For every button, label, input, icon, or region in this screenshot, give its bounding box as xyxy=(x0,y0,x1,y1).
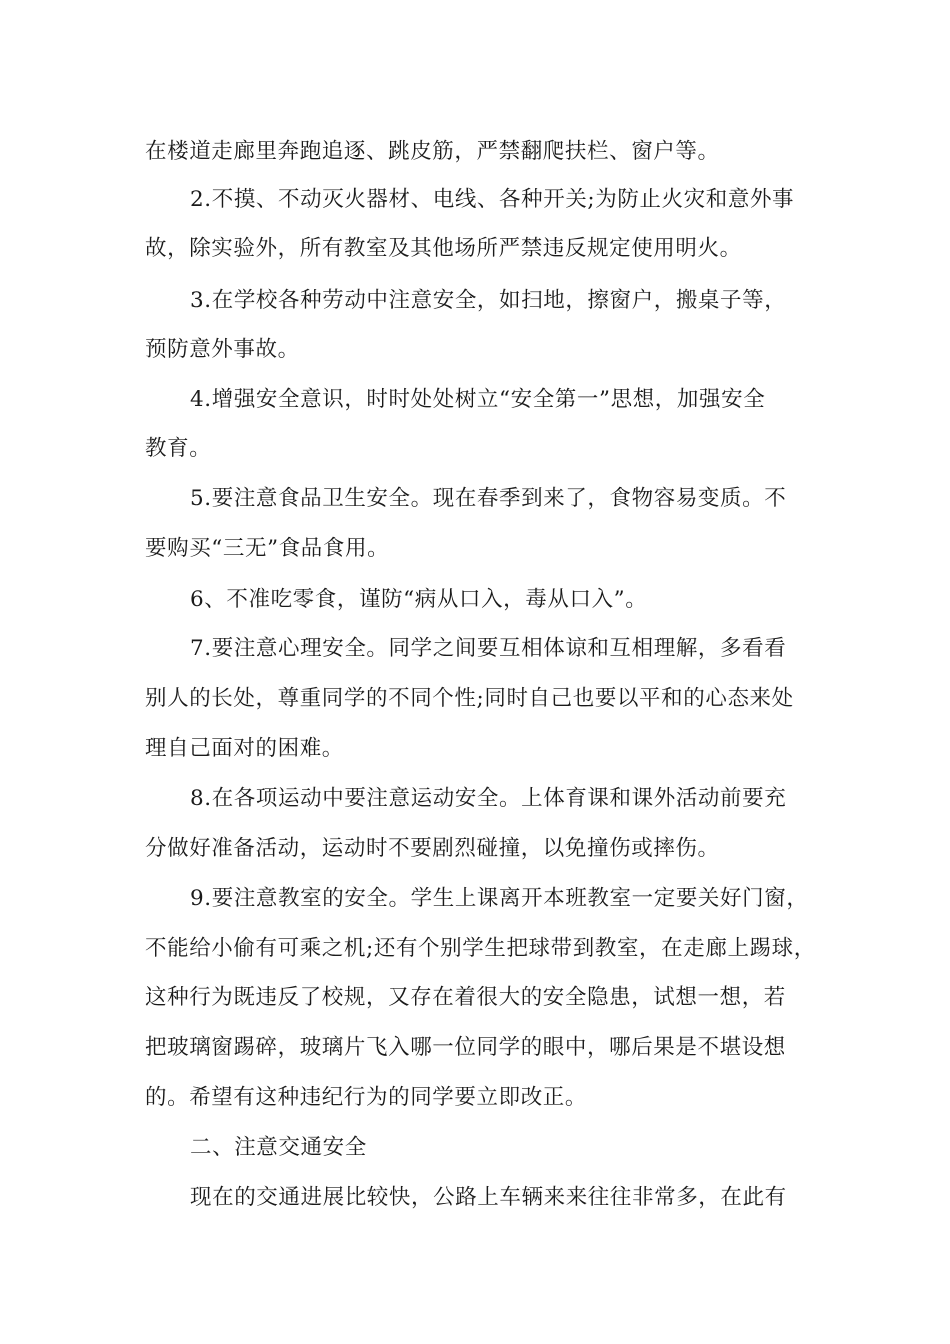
text-line: 6、不准吃零食，谨防“病从口入，毒从口入”。 xyxy=(190,587,648,612)
text-line: 别人的长处，尊重同学的不同个性;同时自己也要以平和的心态来处 xyxy=(145,686,794,711)
text-line: 预防意外事故。 xyxy=(145,337,300,362)
text-line: 5.要注意食品卫生安全。现在春季到来了，食物容易变质。不 xyxy=(190,486,787,511)
text-line: 教育。 xyxy=(145,436,212,461)
text-line: 故，除实验外，所有教室及其他场所严禁违反规定使用明火。 xyxy=(145,236,742,261)
text-line: 9.要注意教室的安全。学生上课离开本班教室一定要关好门窗， xyxy=(190,886,809,911)
text-line: 现在的交通进展比较快，公路上车辆来来往往非常多，在此有 xyxy=(190,1185,787,1210)
text-line: 把玻璃窗踢碎，玻璃片飞入哪一位同学的眼中，哪后果是不堪设想 xyxy=(145,1035,786,1060)
text-line: 的。希望有这种违纪行为的同学要立即改正。 xyxy=(145,1085,588,1110)
text-line: 4.增强安全意识，时时处处树立“安全第一”思想，加强安全 xyxy=(190,387,766,412)
text-line: 要购买“三无”食品食用。 xyxy=(145,536,390,561)
section-heading: 二、注意交通安全 xyxy=(190,1135,367,1160)
text-line: 在楼道走廊里奔跑追逐、跳皮筋，严禁翻爬扶栏、窗户等。 xyxy=(145,139,720,164)
text-line: 理自己面对的困难。 xyxy=(145,736,344,761)
text-line: 2.不摸、不动灭火器材、电线、各种开关;为防止火灾和意外事 xyxy=(190,187,795,212)
text-line: 这种行为既违反了校规，又存在着很大的安全隐患，试想一想，若 xyxy=(145,985,786,1010)
text-line: 3.在学校各种劳动中注意安全，如扫地，擦窗户，搬桌子等， xyxy=(190,288,787,313)
text-line: 不能给小偷有可乘之机;还有个别学生把球带到教室，在走廊上踢球， xyxy=(145,936,816,961)
text-line: 分做好准备活动，运动时不要剧烈碰撞，以免撞伤或摔伤。 xyxy=(145,836,720,861)
text-line: 7.要注意心理安全。同学之间要互相体谅和互相理解，多看看 xyxy=(190,636,787,661)
text-line: 8.在各项运动中要注意运动安全。上体育课和课外活动前要充 xyxy=(190,786,787,811)
